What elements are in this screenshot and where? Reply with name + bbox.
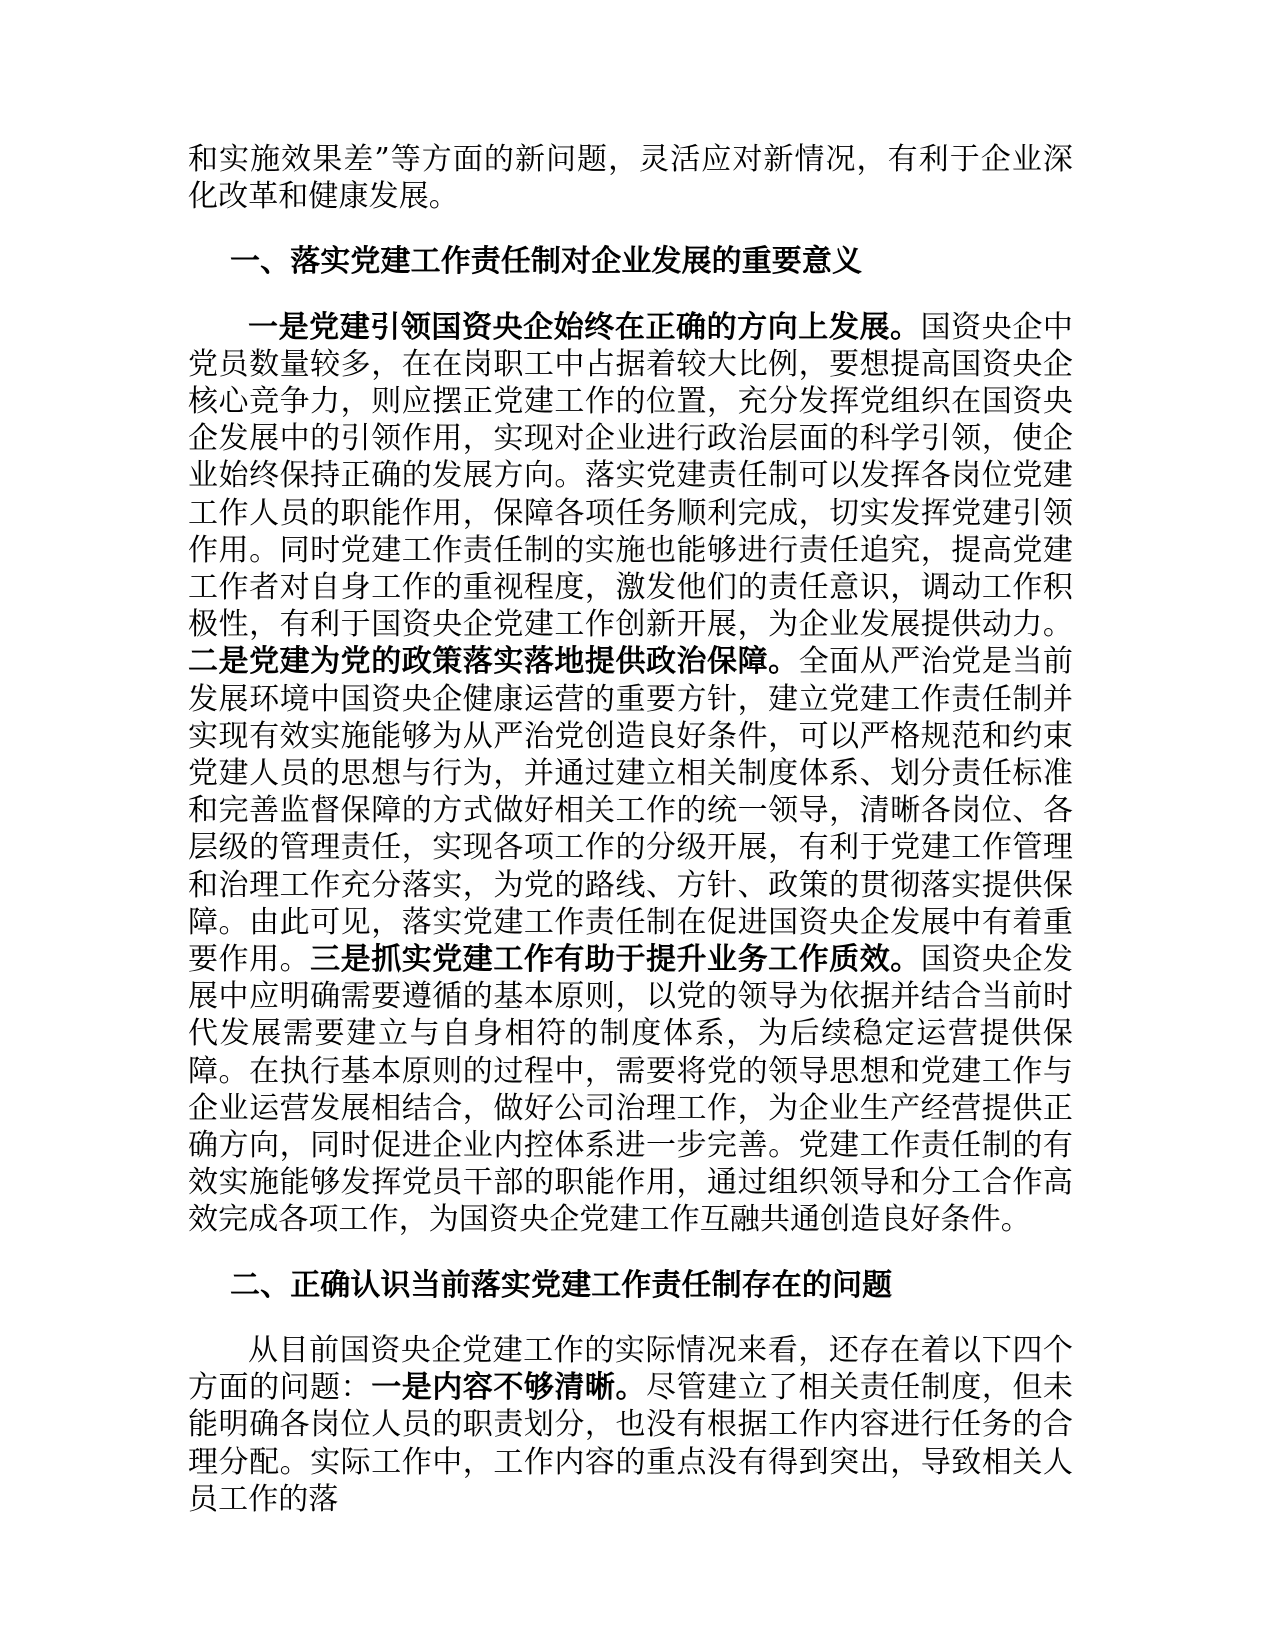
- section-2-paragraph: [188, 1332, 1073, 1518]
- section-1-paragraph: [188, 309, 1073, 1239]
- issue-1-lead: 一是内容不够清晰。: [371, 1370, 646, 1406]
- point-2-text: 全面从严治党是当前发展环境中国资央企健康运营的重要方针，建立党建工作责任制并实现有效实施能够为从严治党创造良好条件，可以严格规范和约束党建人员的思想与行为，并通过建立相关制度体系、划分责任标准和完善监督保障的方式做好相关工作的统一领导，清晰各岗位、各层级的管理责任，实现各项工作的分级开展，有利于党建工作管理和治理工作充分落实，为党的路线、方针、政策的贯彻落实提供保障。由此可见，落实党建工作责任制在促进国资央企发展中有着重要作用。: [188, 644, 1073, 978]
- point-3-lead: 三是抓实党建工作有助于提升业务工作质效。: [310, 942, 921, 978]
- section-2-heading: 二、正确认识当前落实党建工作责任制存在的问题: [230, 1267, 893, 1303]
- point-3-text: 国资央企发展中应明确需要遵循的基本原则，以党的领导为依据并结合当前时代发展需要建立与自身相符的制度体系，为后续稳定运营提供保障。在执行基本原则的过程中，需要将党的领导思想和党建工作与企业运营发展相结合，做好公司治理工作，为企业生产经营提供正确方向，同时促进企业内控体系进一步完善。党建工作责任制的有效实施能够发挥党员干部的职能作用，通过组织领导和分工合作高效完成各项工作，为国资央企党建工作互融共通创造良好条件。: [188, 942, 1074, 1238]
- point-1-lead: 一是党建引领国资央企始终在正确的方向上发展。: [248, 309, 921, 345]
- document-page: [188, 141, 1073, 1518]
- intro-paragraph: 和实施效果差”等方面的新问题，灵活应对新情况，有利于企业深化改革和健康发展。: [188, 142, 1073, 215]
- section-1-heading: 一、落实党建工作责任制对企业发展的重要意义: [230, 244, 863, 280]
- point-2-lead: 二是党建为党的政策落实落地提供政治保障。: [188, 644, 799, 680]
- section-2-intro-text: 从目前国资央企党建工作的实际情况来看，还存在着以下四个方面的问题：: [188, 1332, 1073, 1406]
- issue-1-text: 尽管建立了相关责任制度，但未能明确各岗位人员的职责划分，也没有根据工作内容进行任务的合理分配。实际工作中，工作内容的重点没有得到突出，导致相关人员工作的落: [188, 1370, 1074, 1517]
- point-1-text: 国资央企中党员数量较多，在在岗职工中占据着较大比例，要想提高国资央企核心竞争力，则应摆正党建工作的位置，充分发挥党组织在国资央企发展中的引领作用，实现对企业进行政治层面的科学引领，使企业始终保持正确的发展方向。落实党建责任制可以发挥各岗位党建工作人员的职能作用，保障各项任务顺利完成，切实发挥党建引领作用。同时党建工作责任制的实施也能够进行责任追究，提高党建工作者对自身工作的重视程度，激发他们的责任意识，调动工作积极性，有利于国资央企党建工作创新开展，为企业发展提供动力。: [188, 309, 1074, 643]
